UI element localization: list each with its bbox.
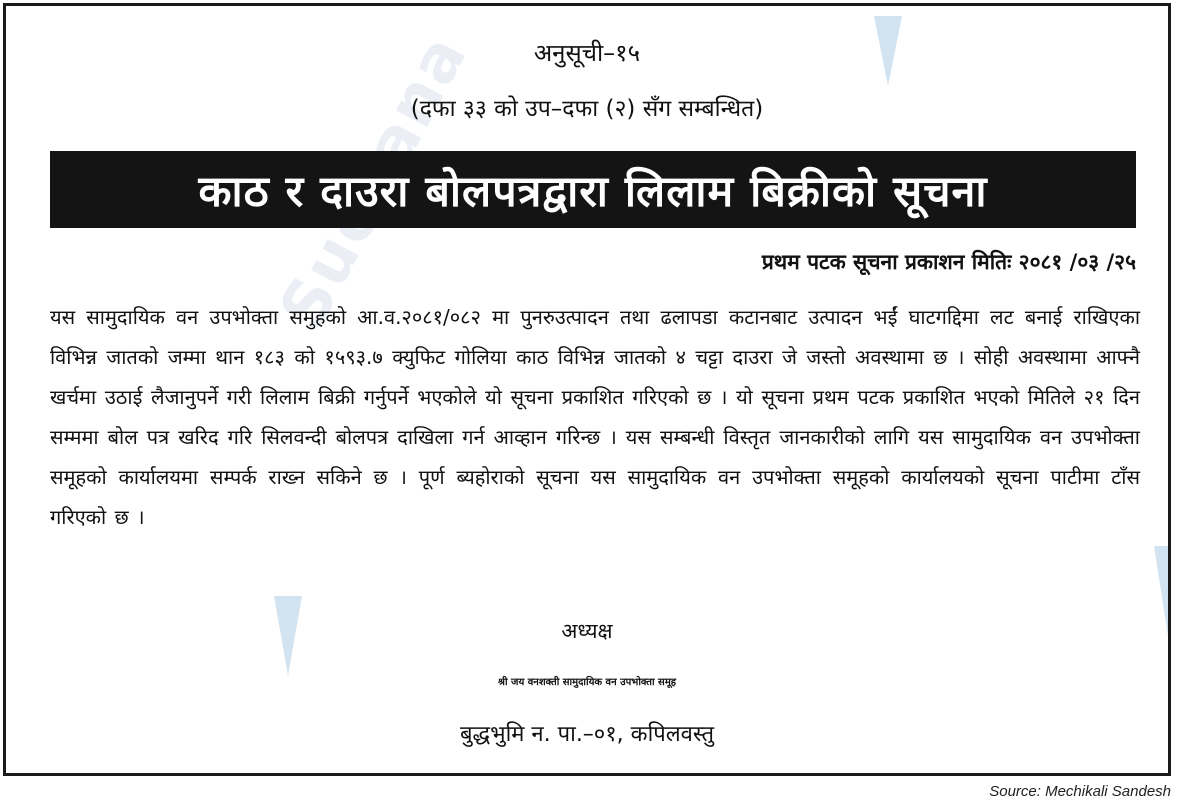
clause-reference: (दफा ३३ को उप–दफा (२) सँग सम्बन्धित) [410,96,764,122]
source-credit: Source: Mechikali Sandesh [989,783,1171,800]
notice-frame [3,3,1171,776]
notice-title: काठ र दाउरा बोलपत्रद्वारा लिलाम बिक्रीको सूचना [198,167,988,217]
schedule-heading: अनुसूची–१५ [533,39,641,67]
title-banner [50,151,1136,228]
organization-name: श्री जय वनशक्ती सामुदायिक वन उपभोक्ता समूह [497,677,677,688]
chair-label: अध्यक्ष [561,619,613,643]
organization-address: बुद्धभुमि न. पा.–०१, कपिलवस्तु [459,722,715,747]
notice-body: यस सामुदायिक वन उपभोक्ता समुहको आ.व.२०८१/०८२ मा पुनरुउत्पादन तथा ढलापडा कटानबाट उत्पादन भईं घाटगद्दिमा लट बनाई राखिएका विभिन्न जातको जम्मा थान १८३ को १५९३.७ क्युफिट गोलिया काठ विभिन्न जातको ४ चट्टा दाउरा जे जस्तो अवस्थामा छ । सोही अवस्थामा आफ्नै खर्चमा उठाई लैजानुपर्ने गरी लिलाम बिक्री गर्नुपर्ने भएकोले यो सूचना प्रकाशित गरिएको छ । यो सूचना प्रथम पटक प्रकाशित भएको मितिले २१ दिन सम्ममा बोल पत्र खरिद गरि सिलवन्दी बोलपत्र दाखिला गर्न आव्हान गरिन्छ । यस सम्बन्धी विस्तृत जानकारीको लागि यस सामुदायिक वन उपभोक्ता समूहको कार्यालयमा सम्पर्क राख्न सकिने छ । पूर्ण ब्यहोराको सूचना यस सामुदायिक वन उपभोक्ता समूहको कार्यालयको सूचना पाटीमा टाँस गरिएको छ । [50,305,1140,529]
publication-date: प्रथम पटक सूचना प्रकाशन मितिः २०८१ /०३ /२५ [761,250,1136,274]
